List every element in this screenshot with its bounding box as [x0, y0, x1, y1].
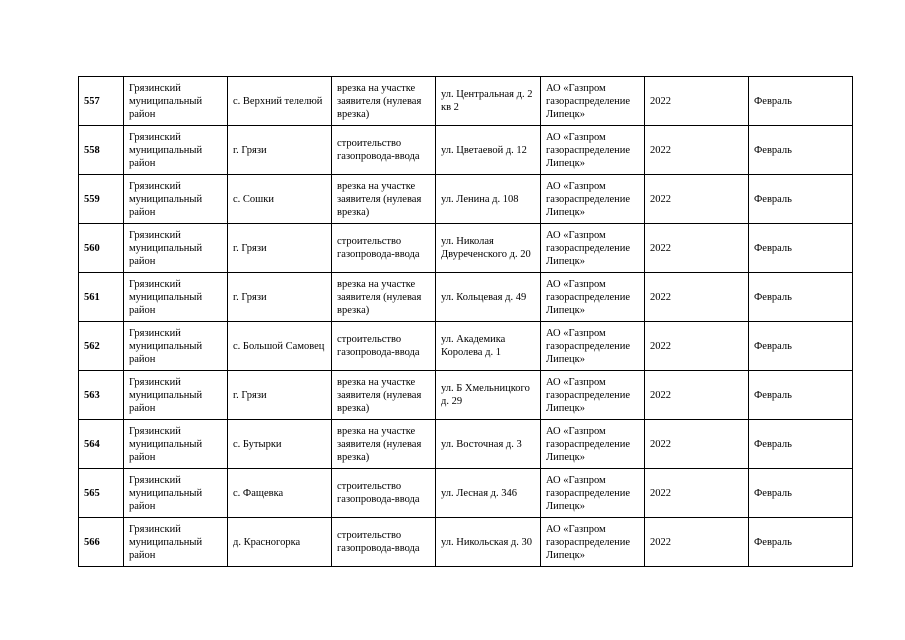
month-cell: Февраль	[749, 175, 853, 224]
year-cell: 2022	[645, 175, 749, 224]
organization-cell: АО «Газпром газораспределение Липецк»	[541, 469, 645, 518]
locality-cell: с. Сошки	[228, 175, 332, 224]
locality-cell: г. Грязи	[228, 371, 332, 420]
document-page	[78, 76, 853, 567]
organization-cell: АО «Газпром газораспределение Липецк»	[541, 518, 645, 567]
district-cell: Грязинский муниципальный район	[124, 273, 228, 322]
work-type-cell: строительство газопровода-ввода	[332, 126, 436, 175]
work-type-cell: врезка на участке заявителя (нулевая врезка)	[332, 77, 436, 126]
locality-cell: с. Бутырки	[228, 420, 332, 469]
row-number: 563	[79, 371, 124, 420]
work-type-cell: строительство газопровода-ввода	[332, 469, 436, 518]
district-cell: Грязинский муниципальный район	[124, 469, 228, 518]
year-cell: 2022	[645, 322, 749, 371]
row-number: 566	[79, 518, 124, 567]
locality-cell: г. Грязи	[228, 224, 332, 273]
locality-cell: с. Большой Самовец	[228, 322, 332, 371]
organization-cell: АО «Газпром газораспределение Липецк»	[541, 126, 645, 175]
table-row	[79, 175, 853, 224]
month-cell: Февраль	[749, 126, 853, 175]
organization-cell: АО «Газпром газораспределение Липецк»	[541, 77, 645, 126]
table-row	[79, 77, 853, 126]
organization-cell: АО «Газпром газораспределение Липецк»	[541, 273, 645, 322]
organization-cell: АО «Газпром газораспределение Липецк»	[541, 420, 645, 469]
district-cell: Грязинский муниципальный район	[124, 224, 228, 273]
work-type-cell: врезка на участке заявителя (нулевая врезка)	[332, 175, 436, 224]
year-cell: 2022	[645, 420, 749, 469]
table-row	[79, 273, 853, 322]
address-cell: ул. Никольская д. 30	[436, 518, 541, 567]
year-cell: 2022	[645, 518, 749, 567]
address-cell: ул. Академика Королева д. 1	[436, 322, 541, 371]
work-type-cell: строительство газопровода-ввода	[332, 224, 436, 273]
year-cell: 2022	[645, 224, 749, 273]
organization-cell: АО «Газпром газораспределение Липецк»	[541, 175, 645, 224]
row-number: 560	[79, 224, 124, 273]
month-cell: Февраль	[749, 77, 853, 126]
locality-cell: г. Грязи	[228, 273, 332, 322]
locality-cell: с. Фащевка	[228, 469, 332, 518]
locality-cell: с. Верхний телелюй	[228, 77, 332, 126]
table-row	[79, 322, 853, 371]
work-type-cell: врезка на участке заявителя (нулевая врезка)	[332, 371, 436, 420]
row-number: 564	[79, 420, 124, 469]
month-cell: Февраль	[749, 224, 853, 273]
work-type-cell: строительство газопровода-ввода	[332, 322, 436, 371]
district-cell: Грязинский муниципальный район	[124, 126, 228, 175]
district-cell: Грязинский муниципальный район	[124, 77, 228, 126]
year-cell: 2022	[645, 371, 749, 420]
row-number: 562	[79, 322, 124, 371]
table-row	[79, 224, 853, 273]
organization-cell: АО «Газпром газораспределение Липецк»	[541, 322, 645, 371]
address-cell: ул. Восточная д. 3	[436, 420, 541, 469]
table-row	[79, 126, 853, 175]
work-type-cell: врезка на участке заявителя (нулевая врезка)	[332, 420, 436, 469]
month-cell: Февраль	[749, 469, 853, 518]
row-number: 559	[79, 175, 124, 224]
table-row	[79, 469, 853, 518]
month-cell: Февраль	[749, 518, 853, 567]
row-number: 558	[79, 126, 124, 175]
address-cell: ул. Б Хмельницкого д. 29	[436, 371, 541, 420]
table-body	[79, 77, 853, 567]
year-cell: 2022	[645, 273, 749, 322]
district-cell: Грязинский муниципальный район	[124, 322, 228, 371]
address-cell: ул. Цветаевой д. 12	[436, 126, 541, 175]
month-cell: Февраль	[749, 371, 853, 420]
address-cell: ул. Николая Двуреченского д. 20	[436, 224, 541, 273]
table-row	[79, 420, 853, 469]
address-cell: ул. Центральная д. 2 кв 2	[436, 77, 541, 126]
month-cell: Февраль	[749, 420, 853, 469]
year-cell: 2022	[645, 469, 749, 518]
work-type-cell: строительство газопровода-ввода	[332, 518, 436, 567]
gas-connection-table	[78, 76, 853, 567]
month-cell: Февраль	[749, 322, 853, 371]
address-cell: ул. Кольцевая д. 49	[436, 273, 541, 322]
address-cell: ул. Ленина д. 108	[436, 175, 541, 224]
district-cell: Грязинский муниципальный район	[124, 420, 228, 469]
work-type-cell: врезка на участке заявителя (нулевая врезка)	[332, 273, 436, 322]
district-cell: Грязинский муниципальный район	[124, 371, 228, 420]
row-number: 565	[79, 469, 124, 518]
month-cell: Февраль	[749, 273, 853, 322]
organization-cell: АО «Газпром газораспределение Липецк»	[541, 224, 645, 273]
row-number: 557	[79, 77, 124, 126]
table-row	[79, 371, 853, 420]
district-cell: Грязинский муниципальный район	[124, 518, 228, 567]
locality-cell: д. Красногорка	[228, 518, 332, 567]
locality-cell: г. Грязи	[228, 126, 332, 175]
year-cell: 2022	[645, 126, 749, 175]
table-row	[79, 518, 853, 567]
row-number: 561	[79, 273, 124, 322]
address-cell: ул. Лесная д. 346	[436, 469, 541, 518]
district-cell: Грязинский муниципальный район	[124, 175, 228, 224]
year-cell: 2022	[645, 77, 749, 126]
organization-cell: АО «Газпром газораспределение Липецк»	[541, 371, 645, 420]
